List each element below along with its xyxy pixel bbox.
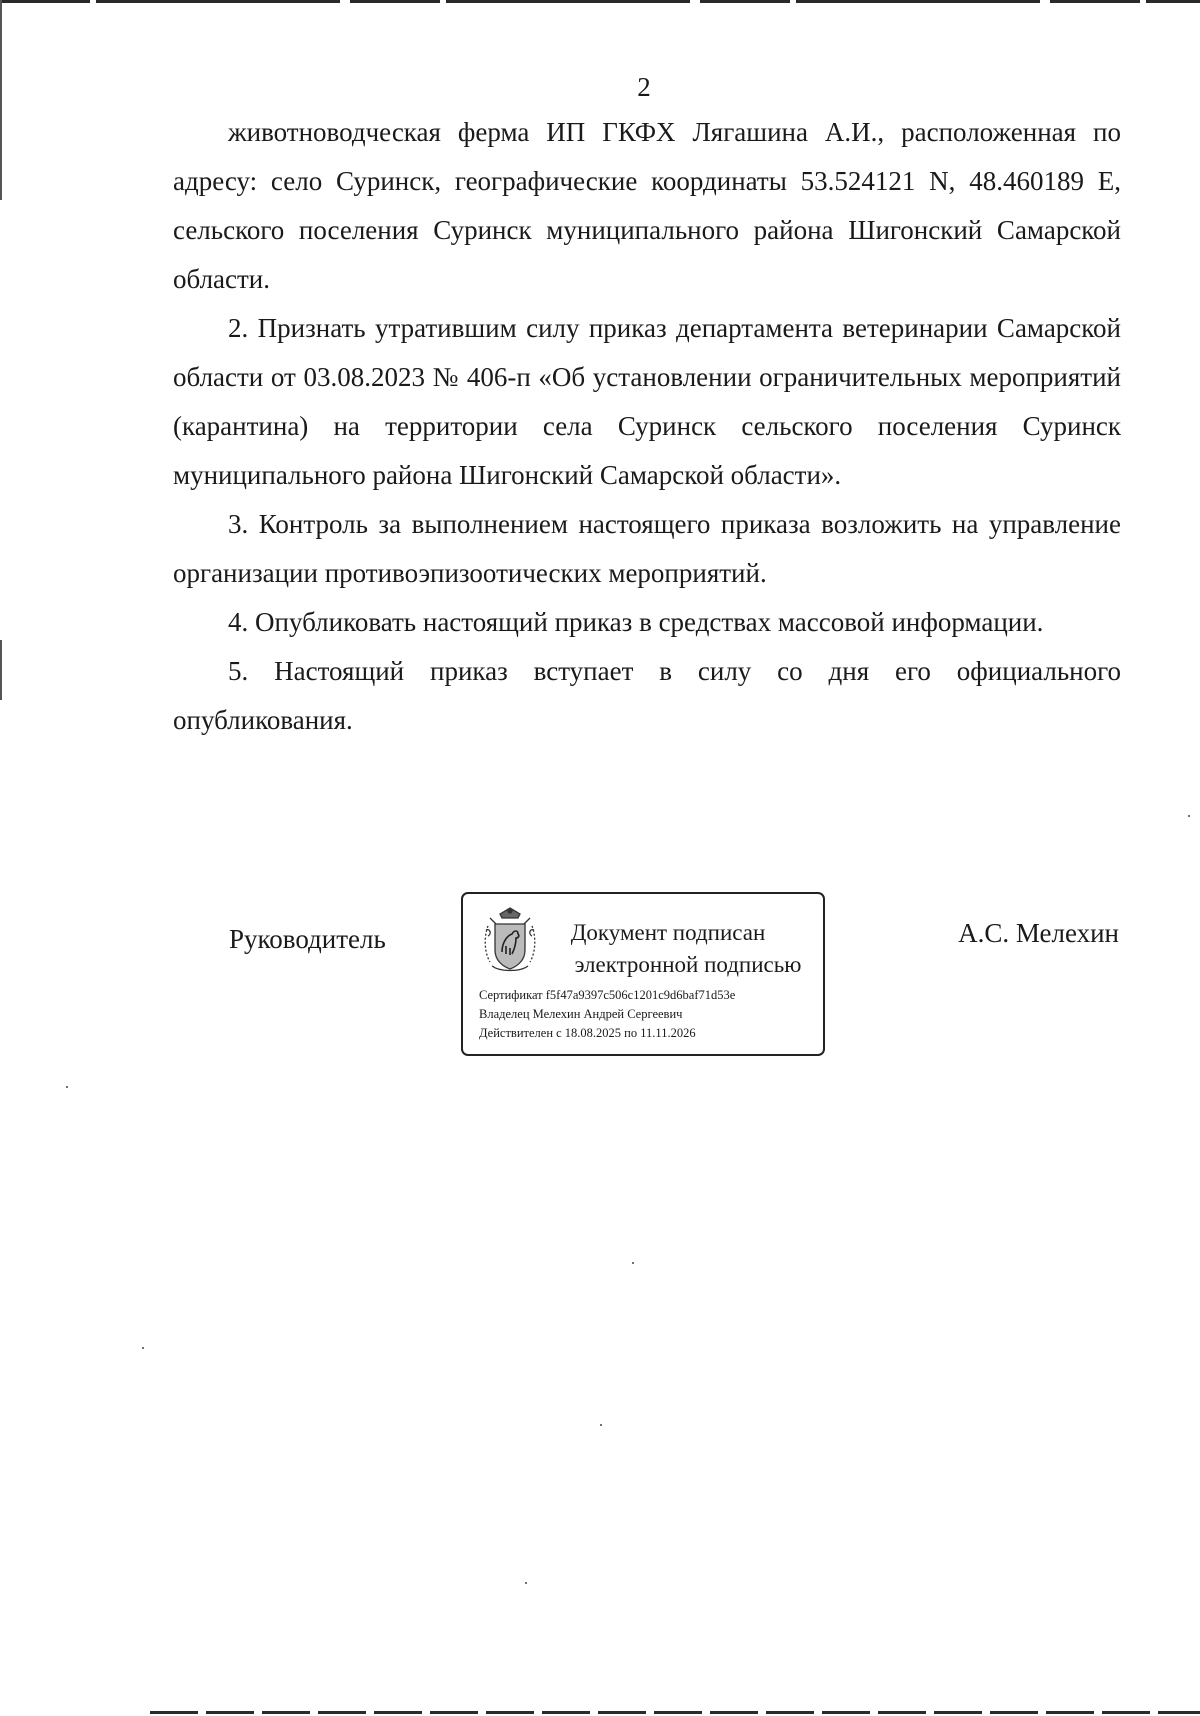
signatory-title: Руководитель xyxy=(229,924,386,954)
scan-speck xyxy=(525,1582,527,1584)
paragraph-1-continuation: сельского поселения Суринск муниципального района Шигонский Самарской области. xyxy=(173,215,1121,294)
scan-edge-bottom xyxy=(150,1711,1200,1714)
paragraph-3: 3. Контроль за выполнением настоящего приказа возложить на управление организации противоэпизоотических мероприятий. xyxy=(173,509,1121,588)
signature-block xyxy=(0,888,1200,1068)
paragraph-4: 4. Опубликовать настоящий приказ в средствах массовой информации. xyxy=(228,607,1044,637)
signatory-name: А.С. Мелехин xyxy=(958,918,1119,948)
samara-region-coat-of-arms-icon xyxy=(482,906,538,974)
scan-speck xyxy=(1188,815,1190,817)
scan-speck xyxy=(600,1424,602,1426)
stamp-owner: Владелец Мелехин Андрей Сергеевич xyxy=(479,1007,683,1021)
scan-speck xyxy=(66,1086,68,1088)
document-body xyxy=(173,108,1121,745)
stamp-heading-line-2: электронной подписью xyxy=(574,952,802,977)
stamp-validity: Действителен с 18.08.2025 по 11.11.2026 xyxy=(479,1026,696,1040)
stamp-details xyxy=(479,986,735,1043)
paragraph-5: 5. Настоящий приказ вступает в силу со дня его официального опубликования. xyxy=(173,656,1121,735)
scan-edge-top xyxy=(0,0,1200,3)
paragraph-2: 2. Признать утратившим силу приказ департамента ветеринарии Самарской области от 03.08.2023 № 406-п «Об установлении ограничительных мероприятий (карантина) на территории села Суринск сельского поселения Суринск муниципального района Шигонский Самарской области». xyxy=(173,313,1121,490)
paragraph-1-line-1: животноводческая ферма ИП ГКФХ Лягашина А.И., расположенная по xyxy=(228,117,1121,147)
stamp-certificate: Сертификат f5f47a9397c506c1201c9d6baf71d53e xyxy=(479,988,736,1002)
page-number: 2 xyxy=(637,72,651,102)
scan-speck xyxy=(632,1262,634,1264)
stamp-heading-line-1: Документ подписан xyxy=(570,920,766,945)
scan-edge-left xyxy=(0,0,2,1716)
electronic-signature-stamp xyxy=(461,892,825,1056)
paragraph-1-line-2: адресу: село Суринск, географические координаты 53.524121 N, 48.460189 E, xyxy=(173,166,1121,196)
scan-speck xyxy=(142,1347,144,1349)
